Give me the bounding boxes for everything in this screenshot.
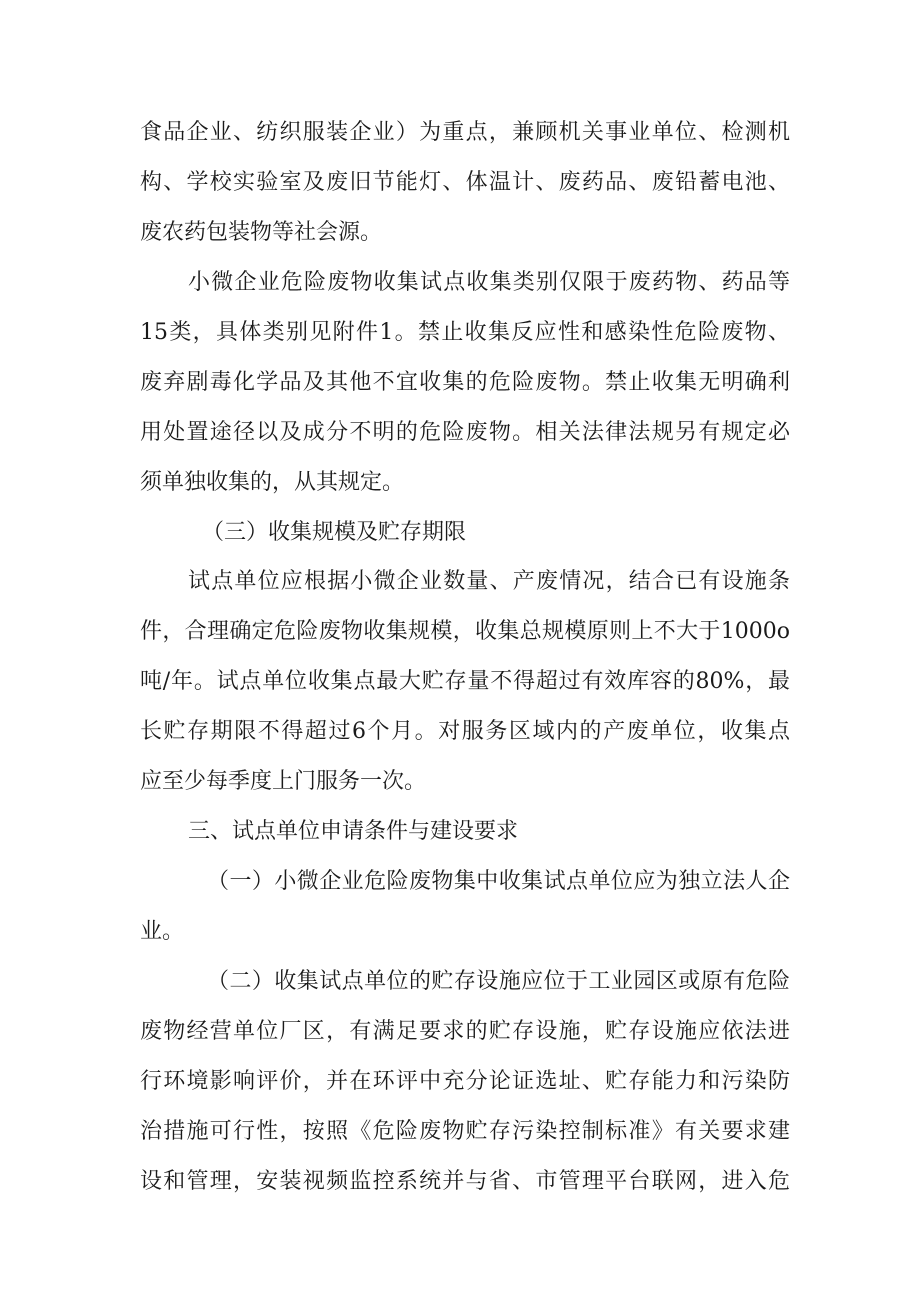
section-heading: （三）收集规模及贮存期限 <box>202 520 467 545</box>
text-line: 业。 <box>140 919 185 944</box>
paragraph-first-line: 小微企业危险废物收集试点收集类别仅限于废药物、药品等 <box>188 270 790 295</box>
text-line: 废弃剧毒化学品及其他不宜收集的危险废物。禁止收集无明确利 <box>140 370 790 395</box>
text-line: 废物经营单位厂区，有满足要求的贮存设施，贮存设施应依法进 <box>140 1019 790 1044</box>
text-line: 须单独收集的，从其规定。 <box>140 470 405 495</box>
text-line: 长贮存期限不得超过6个月。对服务区域内的产废单位，收集点 <box>140 719 790 744</box>
text-line: 用处置途径以及成分不明的危险废物。相关法律法规另有规定必 <box>140 420 790 445</box>
text-line: 设和管理，安装视频监控系统并与省、市管理平台联网，进入危 <box>140 1169 790 1194</box>
text-line: 吨/年。试点单位收集点最大贮存量不得超过有效库容的80%，最 <box>140 669 790 694</box>
text-line: 治措施可行性，按照《危险废物贮存污染控制标准》有关要求建 <box>140 1119 790 1144</box>
text-line: 废农药包装物等社会源。 <box>140 220 383 245</box>
chapter-heading: 三、试点单位申请条件与建设要求 <box>188 819 519 844</box>
text-line: 件，合理确定危险废物收集规模，收集总规模原则上不大于1000o <box>140 619 790 644</box>
paragraph-first-line: （二）收集试点单位的贮存设施应位于工业园区或原有危险 <box>207 969 790 994</box>
paragraph-first-line: （一）小微企业危险废物集中收集试点单位应为独立法人企 <box>207 869 790 894</box>
text-line: 行环境影响评价，并在环评中充分论证选址、贮存能力和污染防 <box>140 1069 790 1094</box>
text-line: 应至少每季度上门服务一次。 <box>140 769 427 794</box>
text-line: 食品企业、纺织服装企业）为重点，兼顾机关事业单位、检测机 <box>140 120 790 145</box>
text-line: 构、学校实验室及废旧节能灯、体温计、废药品、废铅蓄电池、 <box>140 170 790 195</box>
text-line: 15类，具体类别见附件1。禁止收集反应性和感染性危险废物、 <box>140 320 790 345</box>
paragraph-first-line: 试点单位应根据小微企业数量、产废情况，结合已有设施条 <box>188 569 790 594</box>
